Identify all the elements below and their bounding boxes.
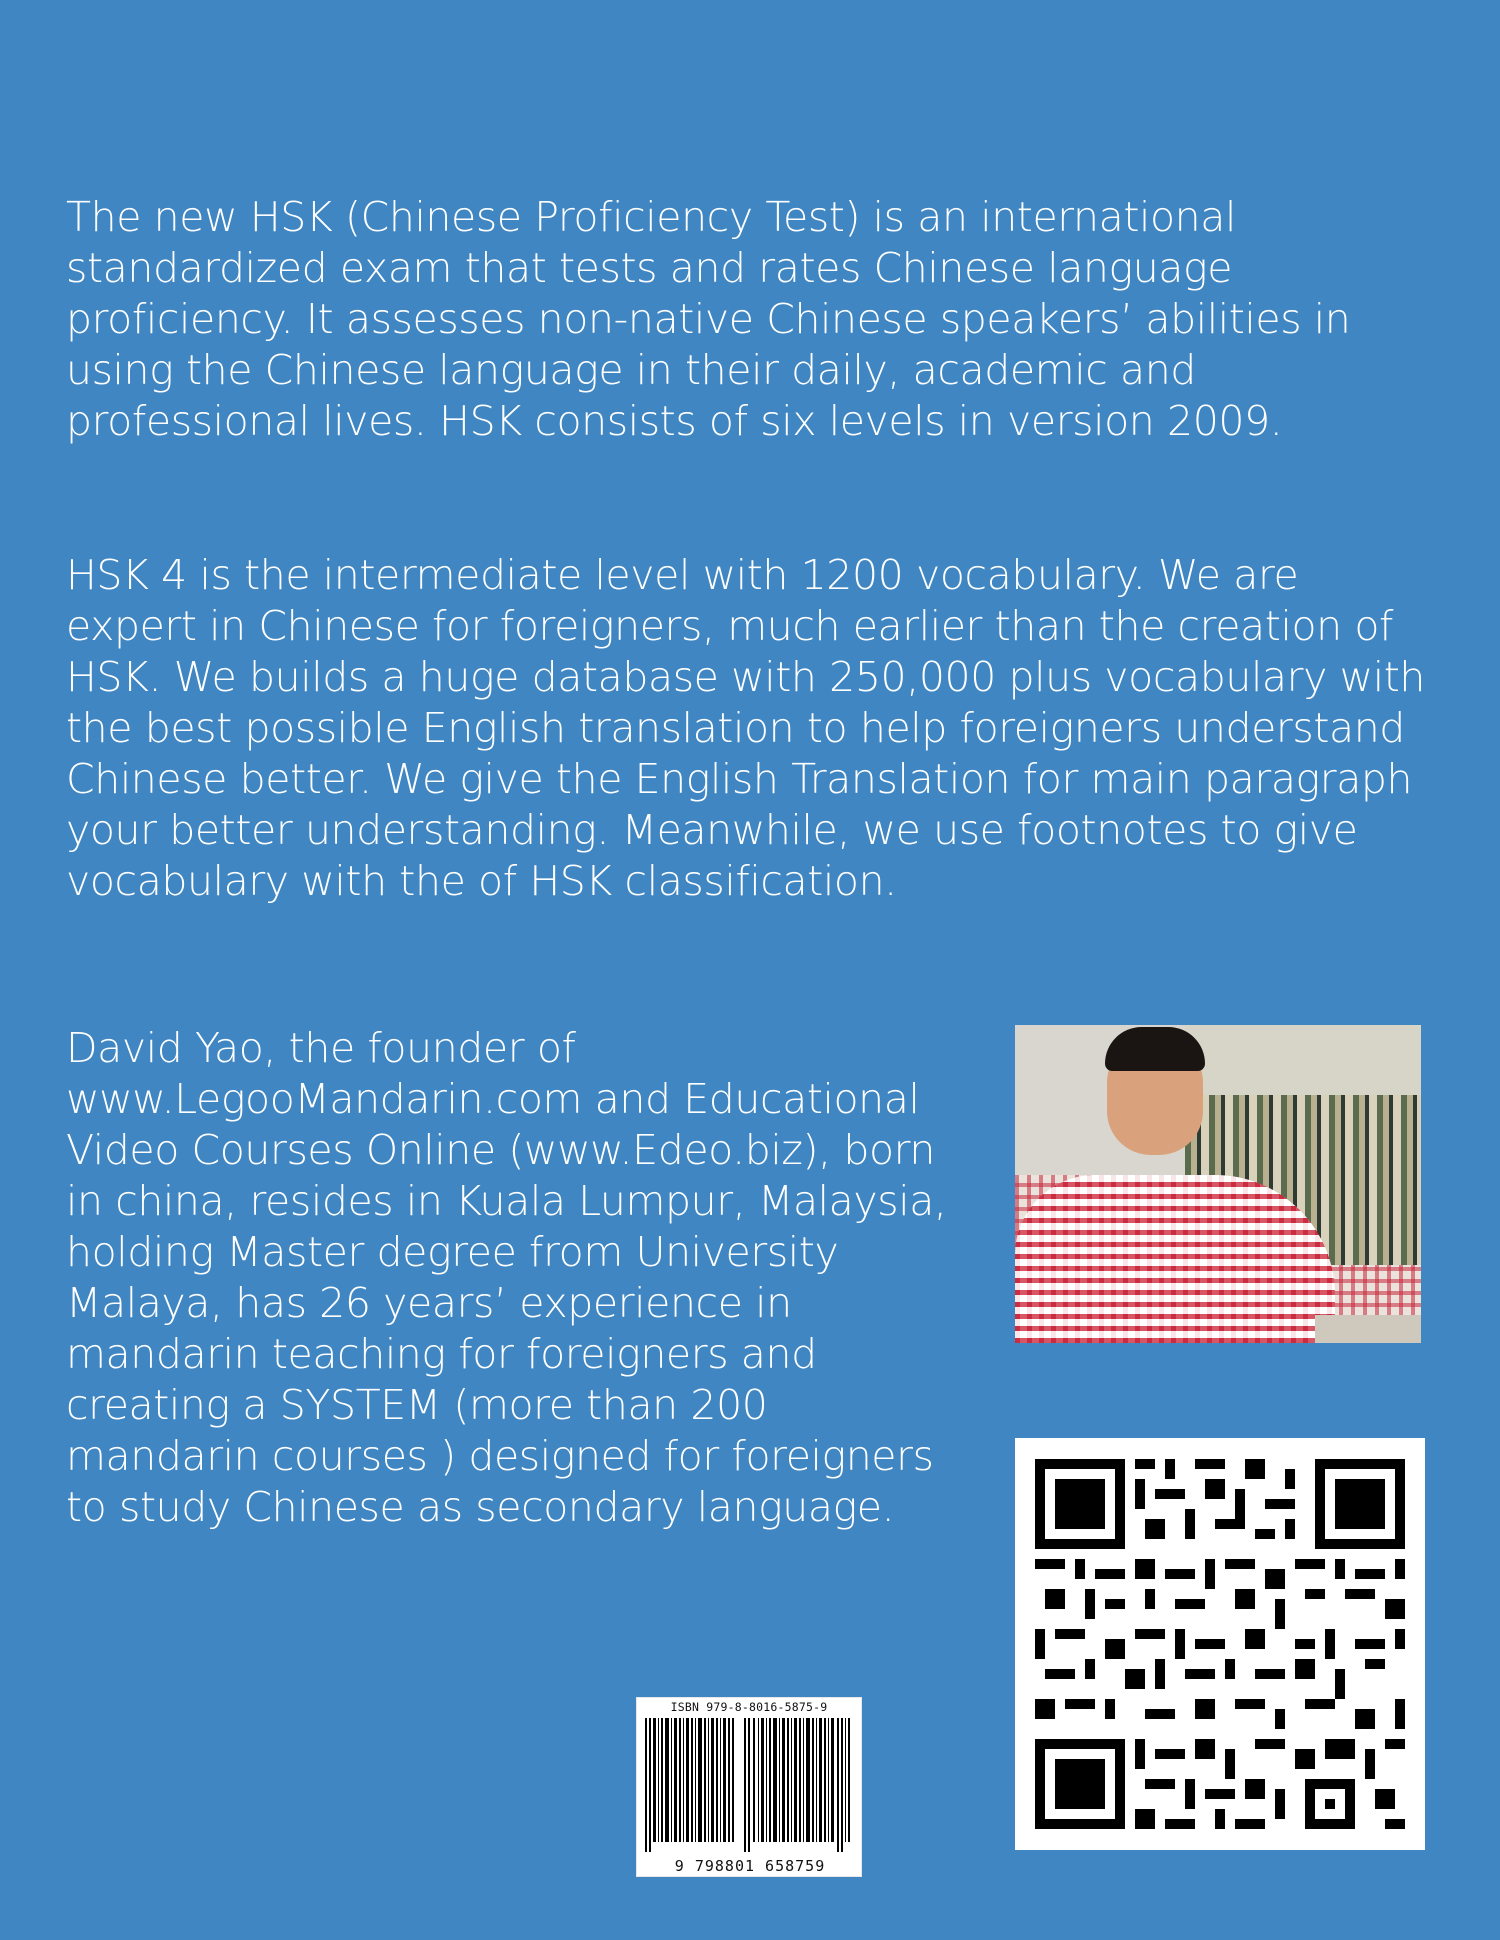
isbn-label: ISBN 979-8-8016-5875-9 bbox=[670, 1700, 828, 1714]
author-photo bbox=[1015, 1025, 1421, 1343]
photo-shirt bbox=[1015, 1175, 1335, 1343]
intro-paragraph: The new HSK (Chinese Proficiency Test) is an international standardized exam that tests and rates Chinese language proficiency. It assesses non-native Chinese speakers’ abilities in using the Chinese language in their daily, academic and professional lives. HSK consists of six levels in version 2009. bbox=[66, 193, 1351, 445]
qr-code-graphic bbox=[1015, 1438, 1425, 1850]
photo-desk bbox=[1315, 1315, 1421, 1343]
author-bio: David Yao, the founder of www.LegooMandarin.com and Educational Video Courses Online (www.Edeo.biz), born in china, resides in Kuala Lumpur, Malaysia, holding Master degree from University Malaya, has 26 years’ experience in mandarin teaching for foreigners and creating a SYSTEM (more than 200 mandarin courses ) designed for foreigners to study Chinese as secondary language. bbox=[66, 1024, 947, 1531]
isbn-digits: 9 798801 658759 bbox=[641, 1858, 859, 1874]
barcode-bars bbox=[645, 1718, 855, 1852]
photo-shelf-top bbox=[1185, 1025, 1421, 1095]
hsk4-paragraph: HSK 4 is the intermediate level with 1200 vocabulary. We are expert in Chinese for foreigners, much earlier than the creation of HSK. We builds a huge database with 250,000 plus vocabulary with the best possible English translation to help foreigners understand Chinese better. We give the English Translation for main paragraph your better understanding. Meanwhile, we use footnotes to give vocabulary with the of HSK classification. bbox=[66, 551, 1425, 905]
photo-hair bbox=[1105, 1027, 1205, 1071]
isbn-barcode bbox=[636, 1697, 862, 1877]
qr-code bbox=[1015, 1438, 1425, 1850]
